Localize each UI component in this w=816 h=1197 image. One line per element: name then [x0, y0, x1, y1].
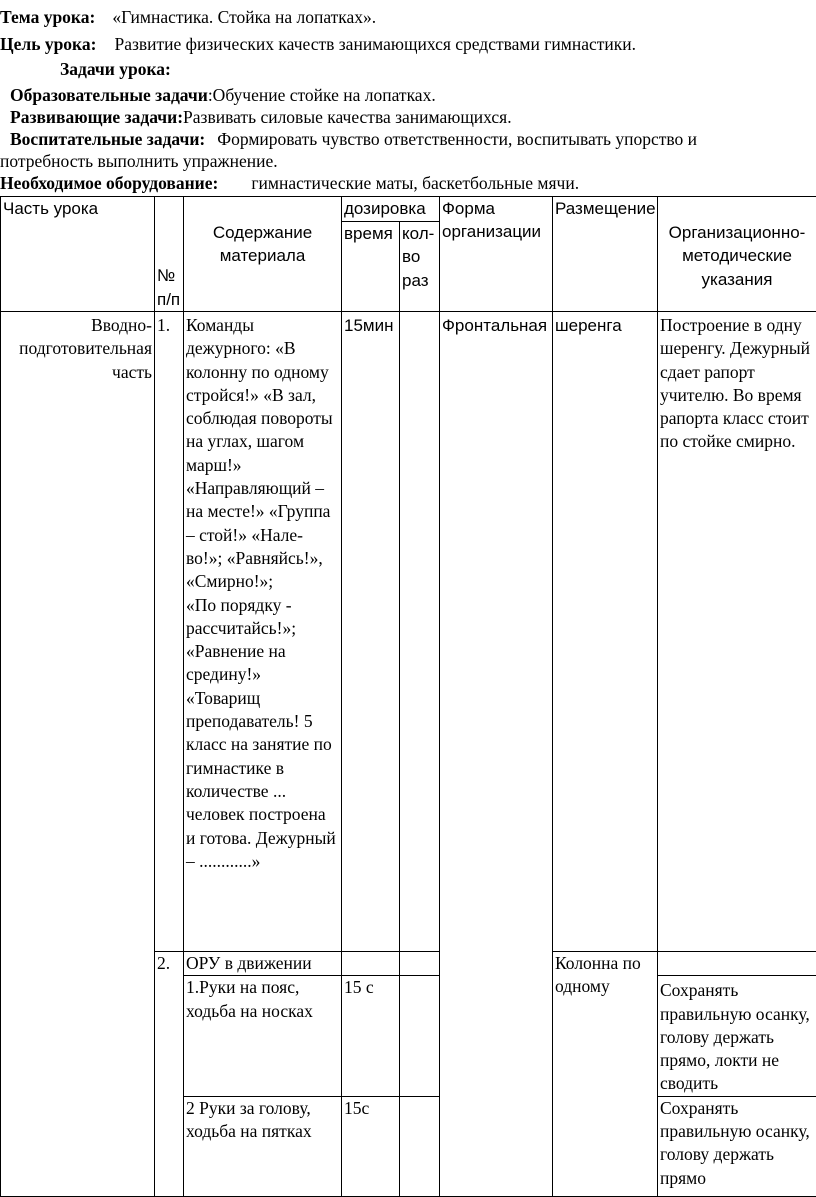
row4-time: 15с — [342, 1096, 400, 1196]
row4-content: 2 Руки за голову, ходьба на пятках — [184, 1096, 342, 1196]
header-part: Часть урока — [1, 197, 155, 312]
header-content: Содержание материала — [184, 197, 342, 312]
row1-notes: Построение в одну шеренгу. Дежурный сдает рапорт учителю. Во время рапорта класс стоит по стойке смирно. — [658, 312, 816, 952]
tasks-heading: Задачи урока: — [60, 58, 171, 80]
dev-tasks-value: Развивать силовые качества занимающихся. — [183, 107, 512, 127]
equipment-value: гимнастические маты, баскетбольные мячи. — [251, 173, 579, 193]
upb-tasks-line — [10, 128, 697, 150]
equipment-line — [0, 172, 579, 194]
row1-part: Вводно- подготовительная часть — [1, 312, 155, 1197]
header-num: № п/п — [155, 197, 184, 312]
topic-value: «Гимнастика. Стойка на лопатках». — [112, 7, 376, 27]
row4-notes: Сохранять правильную осанку, голову держать прямо — [658, 1096, 816, 1196]
row2-placement: Колонна по одному — [553, 952, 658, 1197]
upb-tasks-line-2: потребность выполнить упражнение. — [0, 150, 278, 172]
row1-num: 1. — [155, 312, 184, 952]
dev-tasks-line — [10, 106, 512, 128]
row1-count — [400, 312, 440, 952]
table-row — [1, 312, 816, 952]
edu-tasks-value: :Обучение стойке на лопатках. — [208, 85, 436, 105]
header-count: кол- во раз — [400, 222, 440, 312]
row2-time — [342, 952, 400, 976]
upb-tasks-value-1: Формировать чувство ответственности, воспитывать упорство и — [217, 129, 697, 149]
goal-line — [0, 33, 636, 55]
row1-content: Команды дежурного: «В колонну по одному стройся!» «В зал, соблюдая повороты на углах, шагом марш!» «Направляющий – на месте!» «Группа – стой!» «Нале-во!»; «Равняйсь!», «Смирно!»; «По порядку - рассчитайсь!»; «Равнение на средину!» «Товарищ преподаватель! 5 класс на занятие по гимнастике в количестве ... человек построена и готова. Дежурный – ............» — [184, 312, 342, 952]
edu-tasks-line — [10, 84, 436, 106]
header-row — [1, 197, 816, 222]
row1-form: Фронтальная — [440, 312, 553, 1197]
header-dosage: дозировка — [342, 197, 440, 222]
header-notes: Организационно- методические указания — [658, 197, 816, 312]
row2-content: ОРУ в движении — [184, 952, 342, 976]
row3-time: 15 с — [342, 976, 400, 1096]
row3-count — [400, 976, 440, 1096]
row2-count — [400, 952, 440, 976]
lesson-table — [0, 196, 816, 1197]
row3-content: 1.Руки на пояс, ходьба на носках — [184, 976, 342, 1096]
goal-label: Цель урока: — [0, 34, 96, 54]
row1-placement: шеренга — [553, 312, 658, 952]
row2-notes — [658, 952, 816, 976]
row1-time: 15мин — [342, 312, 400, 952]
dev-tasks-label: Развивающие задачи: — [10, 107, 183, 127]
topic-label: Тема урока: — [0, 7, 95, 27]
row3-notes: Сохранять правильную осанку, голову держать прямо, локти не сводить — [658, 976, 816, 1096]
header-form: Форма организации — [440, 197, 553, 312]
header-placement: Размещение — [553, 197, 658, 312]
edu-tasks-label: Образовательные задачи — [10, 85, 208, 105]
row4-count — [400, 1096, 440, 1196]
topic-line — [0, 6, 376, 28]
header-time: время — [342, 222, 400, 312]
goal-value: Развитие физических качеств занимающихся средствами гимнастики. — [114, 34, 636, 54]
row2-num: 2. — [155, 952, 184, 1197]
upb-tasks-label: Воспитательные задачи: — [10, 129, 205, 149]
equipment-label: Необходимое оборудование: — [0, 173, 218, 193]
